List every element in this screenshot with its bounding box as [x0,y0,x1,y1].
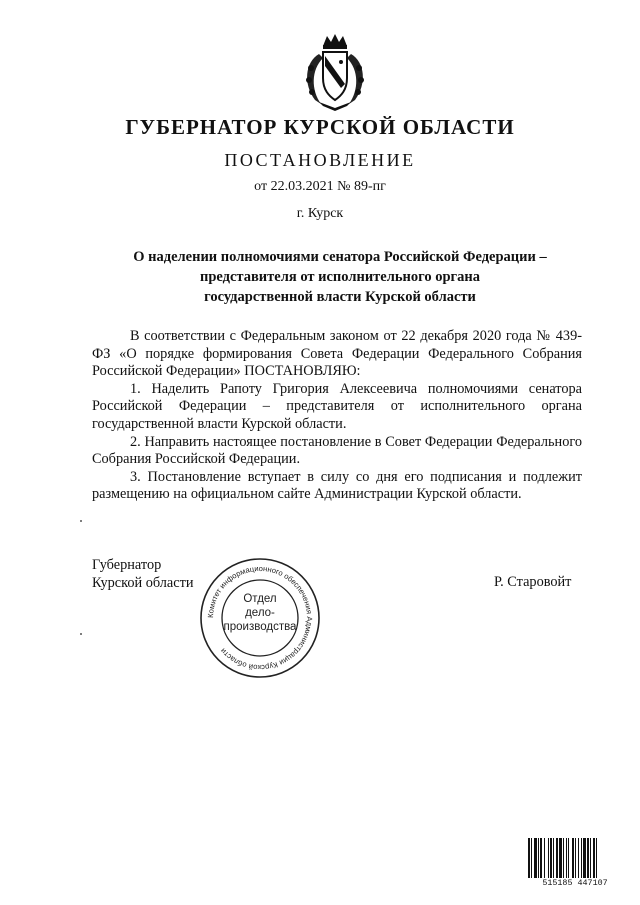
paragraph-item-3: 3. Постановление вступает в силу со дня его подписания и подлежит размещению на официальном сайте Администрации Курской области. [92,468,582,503]
barcode-bar [581,838,582,878]
barcode-bar [538,838,539,878]
title-line: О наделении полномочиями сенатора Российской Федерации – [133,249,547,265]
barcode-bar [553,838,554,878]
date-and-number: от 22.03.2021 № 89-пг [254,179,386,194]
barcode-bar [563,838,564,878]
document-title [90,247,590,307]
barcode-bar [572,838,574,878]
barcode-bar [583,838,586,878]
barcode-bar [534,838,537,878]
barcode-bar [593,838,595,878]
paragraph-item-1: 1. Наделить Рапоту Григория Алексеевича полномочиями сенатора Российской Федерации – представителя от исполнительного органа государственной власти Курской области. [92,380,582,432]
signatory-name: Р. Старовойт [494,574,572,590]
document-body [92,328,582,504]
barcode [528,838,622,878]
title-line: государственной власти Курской области [204,289,476,305]
barcode-bar [578,838,579,878]
barcode-bar [540,838,542,878]
margin-mark [80,633,82,635]
barcode-bar [566,838,567,878]
office-stamp [198,556,322,680]
barcode-bar [590,838,591,878]
city: г. Курск [296,206,344,221]
barcode-number: 515185 447107 [542,878,608,888]
stamp-center-line: производства [223,621,297,633]
position-line: Губернатор [92,557,162,573]
barcode-bar [548,838,549,878]
stamp-ring-textpath: Комитет информационного обеспечения Администрации Курской области [205,563,315,673]
title-line: представителя от исполнительного органа [199,269,480,285]
barcode-bar [556,838,558,878]
paragraph-preamble: В соответствии с Федеральным законом от 22 декабря 2020 года № 439-ФЗ «О порядке формирования Совета Федерации Федерального Собрания Российской Федерации» ПОСТАНОВЛЯЮ: [92,328,582,380]
barcode-bar [568,838,569,878]
barcode-bar [531,838,532,878]
issuer-title: ГУБЕРНАТОР КУРСКОЙ ОБЛАСТИ [125,115,515,139]
barcode-bar [544,838,545,878]
barcode-bar [528,838,530,878]
barcode-bar [550,838,552,878]
document-type: ПОСТАНОВЛЕНИЕ [224,150,416,170]
barcode-bar [587,838,589,878]
margin-mark [80,520,82,522]
paragraph-item-2: 2. Направить настоящее постановление в Совет Федерации Федерального Собрания Российской Федерации. [92,433,582,468]
signatory-position [92,556,194,592]
barcode-bar [559,838,562,878]
position-line: Курской области [92,575,194,591]
barcode-bar [596,838,597,878]
coat-of-arms-emblem [297,32,373,112]
stamp-center-line: Отдел [243,593,277,605]
stamp-center-line: дело- [245,607,275,619]
barcode-bar [575,838,576,878]
